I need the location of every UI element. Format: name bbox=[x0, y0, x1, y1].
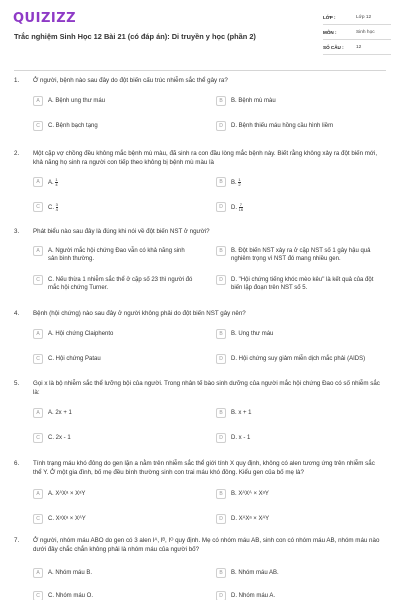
question-number: 1. bbox=[14, 77, 20, 84]
question-text: Gọi x là bộ nhiễm sắc thể lưỡng bội của người. Trong nhân tế bào sinh dưỡng của người mắc hội chứng Đao có số nhiễm sắc là: bbox=[33, 380, 380, 396]
meta-label: SỐ CÂU : bbox=[323, 44, 344, 50]
option-d[interactable] bbox=[216, 515, 376, 524]
question-text: Tính trạng máu khó đông do gen lặn a nằm trên nhiễm sắc thể giới tính X quy định, không có alen tương ứng trên nhiễm sắc thể Y. Ở một gia đình, bố mẹ đều bình thường sinh con trai máu khó đông. Kiểu gen của bố mẹ là? bbox=[33, 460, 375, 476]
option-text: A. Nhóm máu B. bbox=[48, 570, 93, 576]
fraction-numerator: 7 bbox=[239, 202, 243, 207]
header-divider bbox=[14, 70, 386, 71]
option-letter-box: C bbox=[33, 514, 43, 524]
option-letter-box: C bbox=[33, 354, 43, 364]
option-a[interactable] bbox=[33, 330, 193, 339]
option-letter-box: A bbox=[33, 329, 43, 339]
meta-value: Sinh học bbox=[356, 29, 375, 35]
option-letter-box: A bbox=[33, 568, 43, 578]
option-letter-box: D bbox=[216, 202, 226, 212]
meta-label: LỚP : bbox=[323, 14, 336, 20]
option-c[interactable] bbox=[33, 276, 193, 292]
option-text: D. x - 1 bbox=[231, 435, 251, 441]
question-text: Bệnh (hội chứng) nào sau đây ở người không phải do đột biến NST gây nên? bbox=[33, 310, 246, 317]
option-text: D. Nhóm máu A. bbox=[231, 593, 276, 599]
option-letter-box: B bbox=[216, 177, 226, 187]
option-a[interactable] bbox=[33, 97, 193, 106]
fraction-numerator: 1 bbox=[238, 177, 241, 182]
option-text: C. Nhóm máu O. bbox=[48, 593, 94, 599]
fraction-denominator: 4 bbox=[55, 207, 58, 212]
option-letter-box: A bbox=[33, 177, 43, 187]
option-b[interactable] bbox=[216, 409, 376, 418]
option-d[interactable] bbox=[216, 203, 376, 212]
meta-row-subject bbox=[323, 25, 391, 40]
option-b[interactable] bbox=[216, 569, 376, 578]
option-letter-box: D bbox=[216, 514, 226, 524]
option-a[interactable] bbox=[33, 247, 193, 263]
option-letter-box: A bbox=[33, 408, 43, 418]
option-text: B. x + 1 bbox=[231, 410, 252, 416]
option-text: D. Bệnh thiếu máu hồng cầu hình liềm bbox=[231, 123, 334, 129]
option-letter-box: C bbox=[33, 275, 43, 285]
option-letter-box: B bbox=[216, 246, 226, 256]
question-number: 5. bbox=[14, 380, 20, 387]
option-d[interactable] bbox=[216, 355, 376, 364]
option-text: D. Hội chứng suy giảm miễn dịch mắc phải (AIDS) bbox=[231, 356, 366, 362]
question-text: Một cặp vợ chồng đều không mắc bệnh mù màu, đã sinh ra con đầu lòng mắc bệnh này. Biết rằng không xảy ra đột biến mới, khả năng họ sinh ra người con tiếp theo không bị bệnh mù màu là bbox=[33, 150, 378, 166]
page-title: Trắc nghiệm Sinh Học 12 Bài 21 (có đáp án): Di truyền y học (phần 2) bbox=[14, 32, 256, 41]
option-letter-box: D bbox=[216, 275, 226, 285]
option-text: D. XᴬXᵃ × XᴬY bbox=[231, 516, 270, 522]
option-a[interactable] bbox=[33, 490, 193, 499]
option-text: D. bbox=[231, 205, 237, 212]
option-d[interactable] bbox=[216, 434, 376, 443]
option-a[interactable] bbox=[33, 178, 193, 187]
option-text: C. Bệnh bạch tạng bbox=[48, 123, 98, 129]
option-letter-box: B bbox=[216, 568, 226, 578]
option-text: A. Bệnh ung thư máu bbox=[48, 98, 106, 104]
option-letter-box: C bbox=[33, 121, 43, 131]
option-d[interactable] bbox=[216, 276, 376, 292]
question-number: 2. bbox=[14, 150, 20, 157]
option-text: B. XᴬXᴬ × XᵃY bbox=[231, 491, 269, 497]
option-text: C. XᵃXᵃ × XᴬY bbox=[48, 516, 86, 522]
option-text: A. XᴬXᵃ × XᵃY bbox=[48, 491, 86, 497]
fraction-numerator: 3 bbox=[55, 202, 58, 207]
question-text: Ở người, nhóm máu ABO do gen có 3 alen Iᴬ, Iᴮ, Iᴼ quy định. Mẹ có nhóm máu AB, sinh con có nhóm máu AB, nhóm máu nào dưới đây chắc chắn không phải là nhóm máu của người bố? bbox=[33, 537, 380, 553]
option-text: A. 2x + 1 bbox=[48, 410, 72, 416]
meta-label: MÔN : bbox=[323, 29, 337, 35]
option-text: B. Đột biến NST xảy ra ở cặp NST số 1 gây hậu quả nghiêm trọng vì NST đó mang nhiều gen. bbox=[231, 248, 371, 262]
fraction-numerator: 1 bbox=[55, 177, 58, 182]
option-text: B. Nhóm máu AB. bbox=[231, 570, 279, 576]
question-text: Ở người, bệnh nào sau đây do đột biến cấu trúc nhiễm sắc thể gây ra? bbox=[33, 77, 228, 84]
option-letter-box: A bbox=[33, 246, 43, 256]
question-number: 4. bbox=[14, 310, 20, 317]
option-c[interactable] bbox=[33, 592, 193, 600]
option-c[interactable] bbox=[33, 122, 193, 131]
option-text: C. Nếu thừa 1 nhiễm sắc thể ở cặp số 23 thì người đó mắc hội chứng Turner. bbox=[48, 277, 193, 291]
option-letter-box: D bbox=[216, 433, 226, 443]
option-letter-box: B bbox=[216, 96, 226, 106]
fraction bbox=[238, 178, 240, 187]
fraction-denominator: 16 bbox=[238, 207, 244, 212]
page-header bbox=[0, 0, 400, 68]
quizizz-logo: QUIZIZZ bbox=[13, 11, 77, 26]
option-letter-box: D bbox=[216, 591, 226, 600]
option-d[interactable] bbox=[216, 122, 376, 131]
option-text: C. bbox=[48, 205, 54, 212]
question-text: Phát biểu nào sau đây là đúng khi nói về đột biến NST ở người? bbox=[33, 228, 210, 235]
option-letter-box: C bbox=[33, 591, 43, 600]
question-number: 3. bbox=[14, 228, 20, 235]
fraction bbox=[56, 203, 58, 212]
meta-row-class bbox=[323, 10, 391, 25]
option-b[interactable] bbox=[216, 330, 376, 339]
meta-value: 12 bbox=[356, 44, 362, 50]
option-letter-box: C bbox=[33, 433, 43, 443]
option-text: B. Ung thư máu bbox=[231, 331, 274, 337]
option-letter-box: A bbox=[33, 96, 43, 106]
option-c[interactable] bbox=[33, 434, 193, 443]
option-text: C. 2x - 1 bbox=[48, 435, 71, 441]
option-d[interactable] bbox=[216, 592, 376, 600]
option-letter-box: B bbox=[216, 329, 226, 339]
option-b[interactable] bbox=[216, 178, 376, 187]
meta-value: Lớp 12 bbox=[356, 14, 372, 20]
option-text: B. Bệnh mù màu bbox=[231, 98, 276, 104]
option-c[interactable] bbox=[33, 203, 193, 212]
meta-table bbox=[323, 10, 391, 55]
option-text: D. "Hội chứng tiếng khóc mèo kêu" là kết quả của đột biến lặp đoạn trên NST số 5. bbox=[231, 277, 374, 291]
fraction-denominator: 4 bbox=[55, 182, 58, 187]
fraction bbox=[239, 203, 243, 212]
option-c[interactable] bbox=[33, 515, 193, 524]
option-letter-box: A bbox=[33, 489, 43, 499]
option-letter-box: B bbox=[216, 489, 226, 499]
option-text: B. bbox=[231, 180, 237, 187]
option-text: A. bbox=[48, 180, 54, 187]
question-number: 6. bbox=[14, 460, 20, 467]
option-a[interactable] bbox=[33, 569, 193, 578]
option-b[interactable] bbox=[216, 97, 376, 106]
option-letter-box: B bbox=[216, 408, 226, 418]
option-b[interactable] bbox=[216, 490, 376, 499]
option-letter-box: C bbox=[33, 202, 43, 212]
option-letter-box: D bbox=[216, 354, 226, 364]
fraction bbox=[55, 178, 57, 187]
option-letter-box: D bbox=[216, 121, 226, 131]
question-number: 7. bbox=[14, 537, 20, 544]
fraction-denominator: 2 bbox=[238, 182, 241, 187]
option-text: C. Hội chứng Patau bbox=[48, 356, 101, 362]
option-c[interactable] bbox=[33, 355, 193, 364]
option-text: A. Người mắc hội chứng Đao vẫn có khả năng sinh sản bình thường. bbox=[48, 248, 185, 262]
meta-row-count bbox=[323, 40, 391, 55]
option-text: A. Hội chứng Claiphento bbox=[48, 331, 114, 337]
option-b[interactable] bbox=[216, 247, 376, 263]
option-a[interactable] bbox=[33, 409, 193, 418]
